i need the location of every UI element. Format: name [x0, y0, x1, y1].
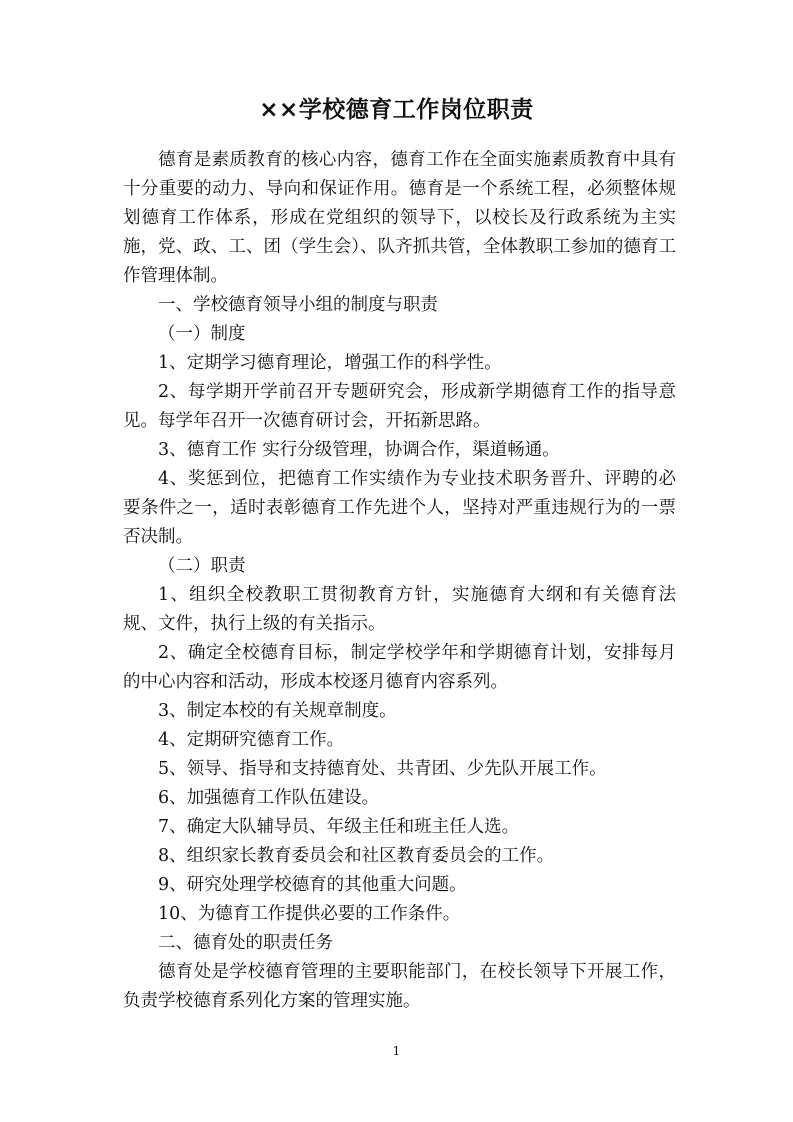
list-item: 7、确定大队辅导员、年级主任和班主任人选。	[158, 817, 520, 837]
document-body	[123, 146, 676, 1016]
list-item: 9、研究处理学校德育的其他重大问题。	[158, 875, 467, 895]
list-item: 10、为德育工作提供必要的工作条件。	[158, 904, 461, 924]
page-number: 1	[392, 1044, 401, 1058]
subsection-heading-duties: （二）职责	[158, 556, 246, 576]
list-item: 5、领导、指导和支持德育处、共青团、少先队开展工作。	[158, 759, 607, 779]
section-heading-1: 一、学校德育领导小组的制度与职责	[158, 295, 438, 315]
list-item: 1、组织全校教职工贯彻教育方针，实施德育大纲和有关德育法规、文件，执行上级的有关指示。	[123, 585, 676, 634]
paragraph-moral-office: 德育处是学校德育管理的主要职能部门，在校长领导下开展工作，负责学校德育系列化方案的管理实施。	[123, 962, 676, 1011]
list-item: 3、德育工作 实行分级管理，协调合作，渠道畅通。	[158, 440, 560, 460]
list-item: 2、确定全校德育目标，制定学校学年和学期德育计划，安排每月的中心内容和活动，形成本校逐月德育内容系列。	[123, 643, 676, 692]
paragraph-intro: 德育是素质教育的核心内容，德育工作在全面实施素质教育中具有十分重要的动力、导向和保证作用。德育是一个系统工程，必须整体规划德育工作体系，形成在党组织的领导下，以校长及行政系统为主实施，党、政、工、团（学生会）、队齐抓共管，全体教职工参加的德育工作管理体制。	[123, 150, 676, 286]
list-item: 3、制定本校的有关规章制度。	[158, 701, 397, 721]
section-heading-2: 二、德育处的职责任务	[158, 933, 333, 953]
list-item: 4、定期研究德育工作。	[158, 730, 345, 750]
document-title: ××学校德育工作岗位职责	[259, 97, 534, 123]
list-item: 8、组织家长教育委员会和社区教育委员会的工作。	[158, 846, 555, 866]
list-item: 6、加强德育工作队伍建设。	[158, 788, 380, 808]
list-item: 1、定期学习德育理论，增强工作的科学性。	[158, 353, 502, 373]
subsection-heading-system: （一）制度	[158, 324, 246, 344]
list-item: 2、每学期开学前召开专题研究会，形成新学期德育工作的指导意见。每学年召开一次德育研讨会，开拓新思路。	[123, 382, 676, 431]
list-item: 4、奖惩到位，把德育工作实绩作为专业技术职务晋升、评聘的必要条件之一，适时表彰德育工作先进个人，坚持对严重违规行为的一票否决制。	[123, 469, 676, 547]
